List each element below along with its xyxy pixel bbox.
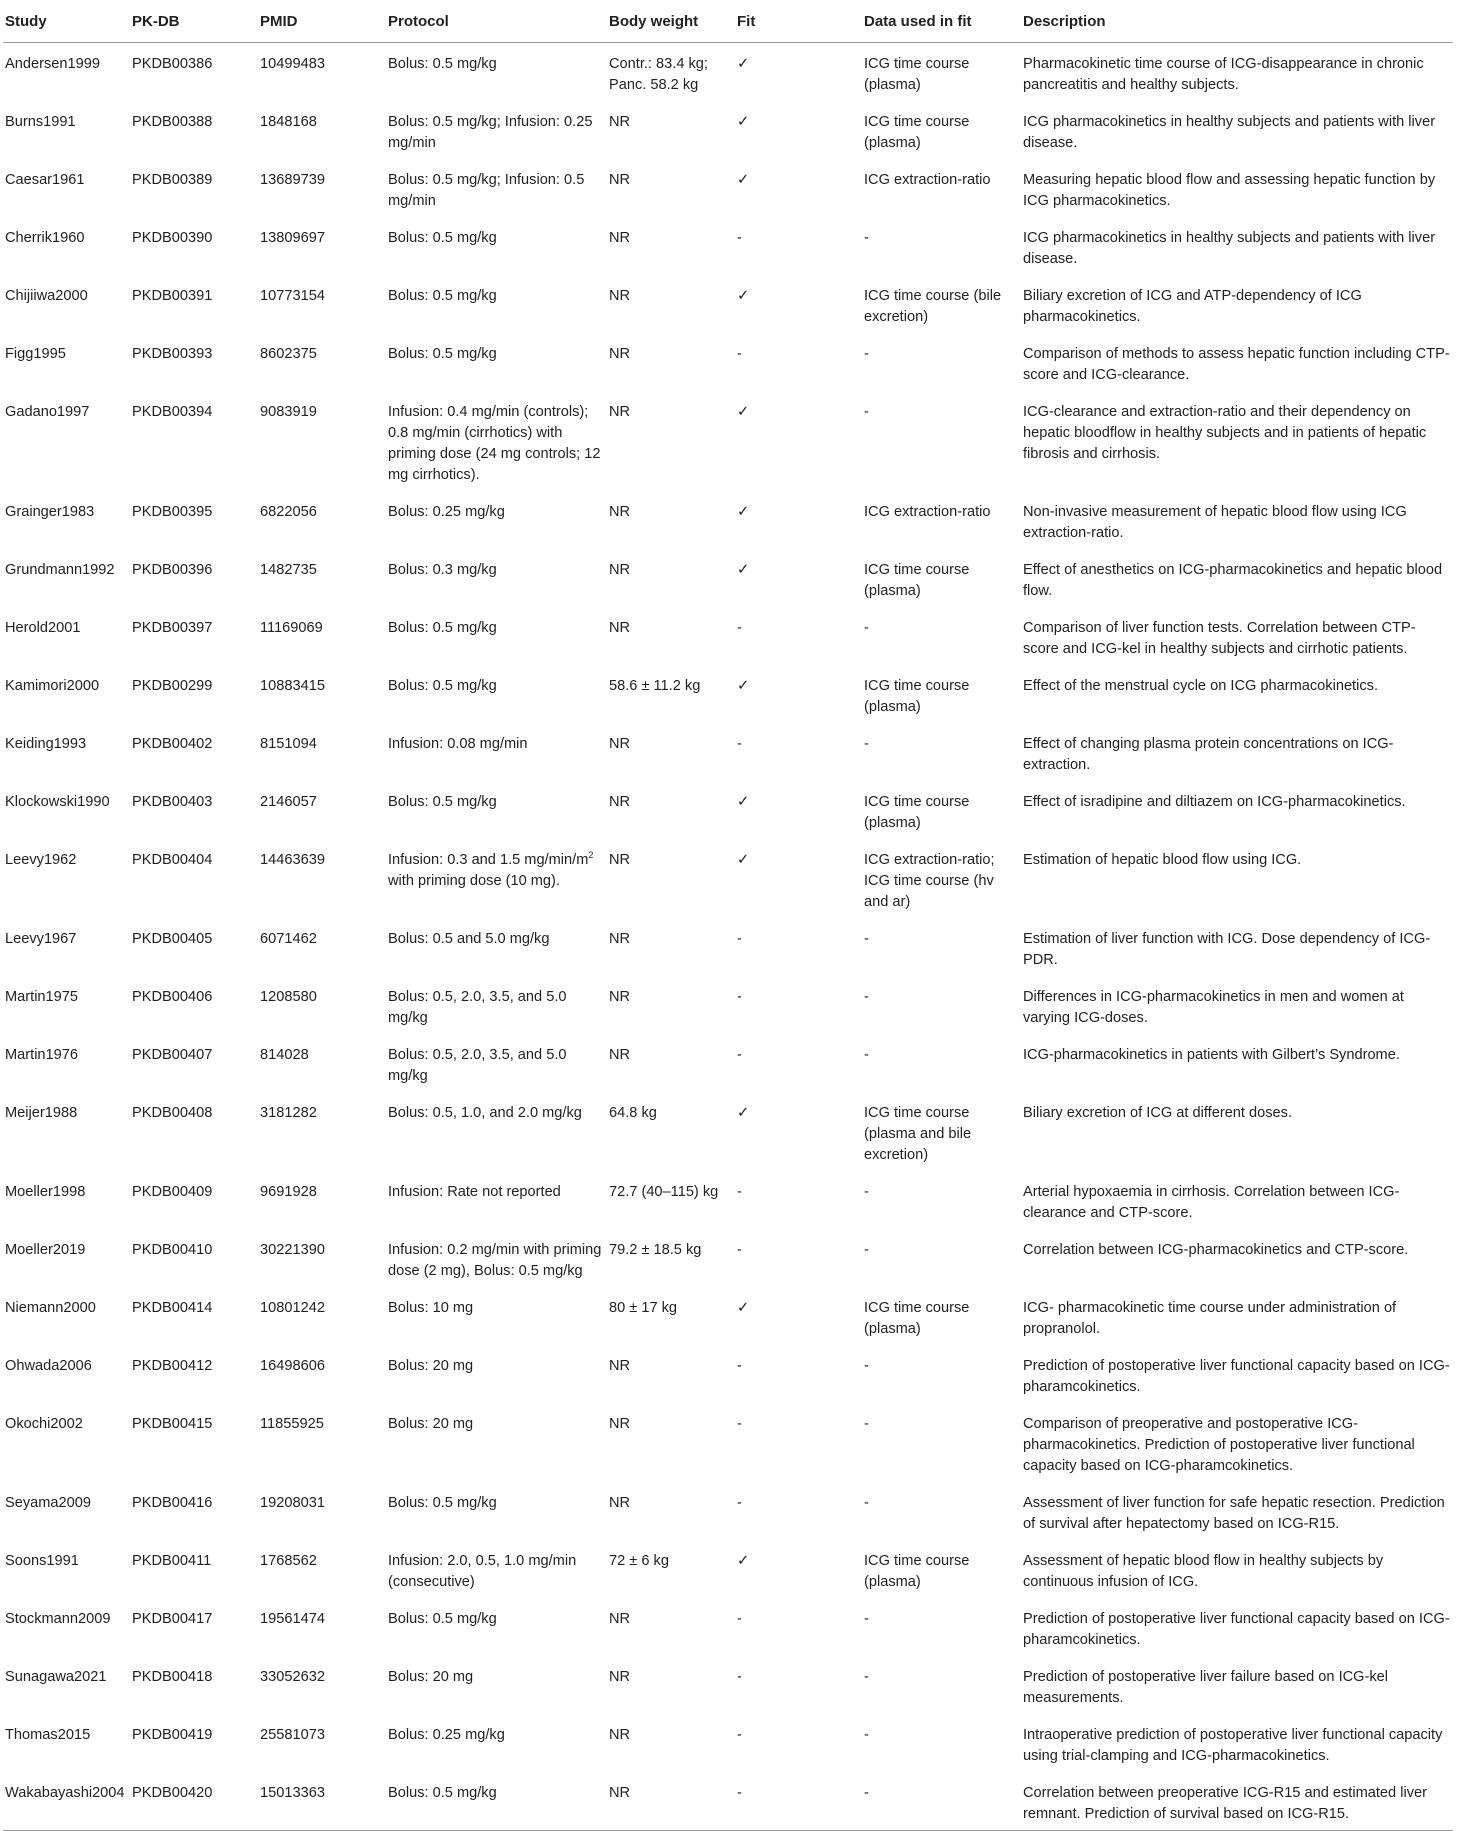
- pkdb-id-cell: PKDB00419: [132, 1727, 213, 1743]
- description-cell: Effect of isradipine and diltiazem on ICG-pharmacokinetics.: [1023, 794, 1406, 810]
- body-weight-cell: NR: [609, 1358, 631, 1374]
- fit-cell: -: [737, 1669, 742, 1685]
- table-row: [3, 918, 1453, 976]
- fit-cell: ✓: [737, 1553, 750, 1569]
- study-cell: Grainger1983: [5, 504, 95, 520]
- body-weight-cell: NR: [607, 1772, 735, 1831]
- fit-cell: -: [737, 1242, 742, 1258]
- data-used-cell: -: [864, 1416, 869, 1432]
- pmid-cell: 1208580: [260, 989, 317, 1005]
- pmid-cell: 814028: [260, 1047, 309, 1063]
- fit-cell: -: [735, 1772, 862, 1831]
- pmid-cell: 30221390: [260, 1242, 325, 1258]
- data-used-cell: -: [864, 230, 869, 246]
- body-weight-cell: NR: [609, 562, 631, 578]
- body-weight-cell: NR: [609, 288, 631, 304]
- description-cell: Differences in ICG-pharmacokinetics in men and women at varying ICG-doses.: [1023, 989, 1404, 1026]
- pmid-cell: 6822056: [260, 504, 317, 520]
- fit-cell: -: [737, 989, 742, 1005]
- description-cell: Intraoperative prediction of postoperative liver functional capacity using trial-clamping and ICG-pharmacokinetics.: [1023, 1727, 1443, 1764]
- description-cell: ICG-pharmacokinetics in patients with Gilbert’s Syndrome.: [1023, 1047, 1400, 1063]
- study-cell: Keiding1993: [5, 736, 87, 752]
- pkdb-id-cell: PKDB00420: [130, 1772, 258, 1831]
- body-weight-cell: NR: [609, 1416, 631, 1432]
- pkdb-id-cell: PKDB00404: [132, 852, 213, 868]
- table-row: [3, 1229, 1453, 1287]
- table-row: [3, 217, 1453, 275]
- pmid-cell: 9691928: [260, 1184, 317, 1200]
- table-row: [3, 1403, 1453, 1482]
- data-used-cell: ICG time course (plasma): [864, 114, 970, 151]
- pkdb-id-cell: PKDB00412: [132, 1358, 213, 1374]
- pmid-cell: 10499483: [260, 56, 325, 72]
- study-cell: Moeller1998: [5, 1184, 86, 1200]
- table-row: [3, 607, 1453, 665]
- description-cell: Assessment of liver function for safe hepatic resection. Prediction of survival after hepatectomy based on ICG-R15.: [1023, 1495, 1445, 1532]
- protocol-cell: Bolus: 0.5, 2.0, 3.5, and 5.0 mg/kg: [388, 989, 567, 1026]
- protocol-cell: Bolus: 0.5 mg/kg; Infusion: 0.5 mg/min: [388, 172, 585, 209]
- description-cell: Prediction of postoperative liver functional capacity based on ICG-pharamcokinetics.: [1023, 1358, 1450, 1395]
- body-weight-cell: NR: [609, 1611, 631, 1627]
- study-cell: Niemann2000: [5, 1300, 96, 1316]
- table-row: [3, 1772, 1453, 1831]
- body-weight-cell: NR: [609, 852, 631, 868]
- pkdb-id-cell: PKDB00416: [132, 1495, 213, 1511]
- pmid-cell: 6071462: [260, 931, 317, 947]
- fit-cell: ✓: [737, 172, 750, 188]
- table-row: [3, 1714, 1453, 1772]
- table-row: [3, 1598, 1453, 1656]
- description-cell: Estimation of liver function with ICG. Dose dependency of ICG-PDR.: [1023, 931, 1431, 968]
- column-header: Study: [3, 0, 130, 43]
- body-weight-cell: 58.6 ± 11.2 kg: [609, 678, 701, 694]
- fit-cell: -: [737, 736, 742, 752]
- protocol-cell: Bolus: 0.3 mg/kg: [388, 562, 497, 578]
- fit-cell: ✓: [737, 56, 750, 72]
- table-row: [3, 333, 1453, 391]
- body-weight-cell: NR: [609, 736, 631, 752]
- fit-cell: -: [737, 931, 742, 947]
- pmid-cell: 19561474: [260, 1611, 325, 1627]
- pmid-cell: 9083919: [260, 404, 317, 420]
- fit-cell: -: [737, 1611, 742, 1627]
- description-cell: ICG-clearance and extraction-ratio and their dependency on hepatic bloodflow in healthy subjects and in patients of hepatic fibrosis and cirrhosis.: [1023, 404, 1427, 462]
- fit-cell: ✓: [737, 288, 750, 304]
- table-row: [3, 723, 1453, 781]
- data-used-cell: ICG time course (plasma): [864, 1553, 970, 1590]
- body-weight-cell: NR: [609, 1727, 631, 1743]
- pkdb-id-cell: PKDB00408: [132, 1105, 213, 1121]
- fit-cell: ✓: [737, 794, 750, 810]
- data-used-cell: -: [864, 346, 869, 362]
- body-weight-cell: 72.7 (40–115) kg: [609, 1184, 719, 1200]
- protocol-cell: Bolus: 0.5 mg/kg: [388, 678, 497, 694]
- column-header: Data used in fit: [862, 0, 1021, 43]
- pkdb-id-cell: PKDB00405: [132, 931, 213, 947]
- data-used-cell: ICG extraction-ratio; ICG time course (hv and ar): [864, 852, 995, 910]
- pmid-cell: 11855925: [260, 1416, 324, 1432]
- pmid-cell: 10801242: [260, 1300, 325, 1316]
- study-cell: Soons1991: [5, 1553, 79, 1569]
- fit-cell: ✓: [737, 114, 750, 130]
- study-cell: Stockmann2009: [5, 1611, 111, 1627]
- data-used-cell: -: [862, 1772, 1021, 1831]
- table-row: [3, 781, 1453, 839]
- pkdb-id-cell: PKDB00402: [132, 736, 213, 752]
- data-used-cell: -: [864, 931, 869, 947]
- protocol-cell: Infusion: 2.0, 0.5, 1.0 mg/min (consecutive): [388, 1553, 577, 1590]
- protocol-cell: Bolus: 0.25 mg/kg: [388, 1727, 505, 1743]
- fit-cell: ✓: [737, 1300, 750, 1316]
- pmid-cell: 2146057: [260, 794, 317, 810]
- table-row: [3, 1034, 1453, 1092]
- pkdb-id-cell: PKDB00411: [132, 1553, 212, 1569]
- fit-cell: -: [737, 620, 742, 636]
- protocol-cell: Bolus: 0.5 mg/kg: [388, 1611, 497, 1627]
- description-cell: Biliary excretion of ICG at different doses.: [1023, 1105, 1293, 1121]
- study-cell: Figg1995: [5, 346, 66, 362]
- pmid-cell: 1768562: [260, 1553, 317, 1569]
- body-weight-cell: NR: [609, 1669, 631, 1685]
- table-row: [3, 275, 1453, 333]
- body-weight-cell: NR: [609, 114, 631, 130]
- data-used-cell: ICG time course (bile excretion): [864, 288, 1002, 325]
- pmid-cell: 11169069: [260, 620, 323, 636]
- description-cell: Arterial hypoxaemia in cirrhosis. Correlation between ICG-clearance and CTP-score.: [1023, 1184, 1400, 1221]
- body-weight-cell: Contr.: 83.4 kg; Panc. 58.2 kg: [609, 56, 708, 93]
- body-weight-cell: NR: [609, 931, 631, 947]
- fit-cell: ✓: [737, 852, 750, 868]
- table-row: [3, 101, 1453, 159]
- protocol-cell: Bolus: 0.5, 1.0, and 2.0 mg/kg: [388, 1105, 582, 1121]
- description-cell: Effect of the menstrual cycle on ICG pharmacokinetics.: [1023, 678, 1379, 694]
- protocol-cell: Bolus: 0.5 mg/kg: [388, 1495, 497, 1511]
- pmid-cell: 1482735: [260, 562, 317, 578]
- pmid-cell: 13689739: [260, 172, 325, 188]
- pmid-cell: 33052632: [260, 1669, 325, 1685]
- protocol-superscript: 2: [588, 850, 594, 861]
- body-weight-cell: NR: [609, 1047, 631, 1063]
- pkdb-id-cell: PKDB00410: [132, 1242, 213, 1258]
- header-row: [3, 0, 1453, 43]
- study-cell: Sunagawa2021: [5, 1669, 107, 1685]
- protocol-cell: Bolus: 0.5 mg/kg: [388, 620, 497, 636]
- data-used-cell: -: [864, 1047, 869, 1063]
- study-cell: Ohwada2006: [5, 1358, 92, 1374]
- protocol-cell: Infusion: 0.4 mg/min (controls); 0.8 mg/min (cirrhotics) with priming dose (24 mg controls; 12 mg cirrhotics).: [388, 404, 601, 483]
- body-weight-cell: 64.8 kg: [609, 1105, 657, 1121]
- fit-cell: ✓: [737, 504, 750, 520]
- column-header: Protocol: [386, 0, 607, 43]
- data-used-cell: -: [864, 1242, 869, 1258]
- body-weight-cell: 79.2 ± 18.5 kg: [609, 1242, 702, 1258]
- body-weight-cell: NR: [609, 172, 631, 188]
- data-used-cell: ICG time course (plasma and bile excretion): [864, 1105, 972, 1163]
- body-weight-cell: NR: [609, 794, 631, 810]
- body-weight-cell: NR: [609, 504, 631, 520]
- table-row: [3, 665, 1453, 723]
- description-cell: ICG pharmacokinetics in healthy subjects and patients with liver disease.: [1023, 230, 1436, 267]
- pkdb-id-cell: PKDB00389: [132, 172, 213, 188]
- column-header: PK-DB: [130, 0, 258, 43]
- study-cell: Caesar1961: [5, 172, 85, 188]
- pkdb-id-cell: PKDB00414: [132, 1300, 213, 1316]
- description-cell: Pharmacokinetic time course of ICG-disappearance in chronic pancreatitis and healthy subjects.: [1023, 56, 1424, 93]
- data-used-cell: -: [864, 1727, 869, 1743]
- study-cell: Seyama2009: [5, 1495, 92, 1511]
- table-row: [3, 549, 1453, 607]
- study-cell: Thomas2015: [5, 1727, 91, 1743]
- study-cell: Gadano1997: [5, 404, 90, 420]
- fit-cell: -: [737, 1358, 742, 1374]
- pkdb-id-cell: PKDB00407: [132, 1047, 213, 1063]
- study-cell: Martin1976: [5, 1047, 79, 1063]
- table-body: [3, 43, 1453, 1831]
- pkdb-id-cell: PKDB00409: [132, 1184, 213, 1200]
- pmid-cell: 10883415: [260, 678, 325, 694]
- study-cell: Andersen1999: [5, 56, 100, 72]
- pkdb-id-cell: PKDB00391: [132, 288, 213, 304]
- study-cell: Burns1991: [5, 114, 76, 130]
- pkdb-id-cell: PKDB00417: [132, 1611, 213, 1627]
- study-cell: Wakabayashi2004: [3, 1772, 130, 1831]
- table-row: [3, 159, 1453, 217]
- study-cell: Martin1975: [5, 989, 79, 1005]
- data-used-cell: -: [864, 620, 869, 636]
- protocol-cell: Bolus: 0.5 mg/kg: [388, 288, 497, 304]
- description-cell: Assessment of hepatic blood flow in healthy subjects by continuous infusion of ICG.: [1023, 1553, 1384, 1590]
- table-row: [3, 391, 1453, 491]
- study-cell: Leevy1962: [5, 852, 77, 868]
- protocol-cell: Bolus: 0.5 mg/kg: [388, 230, 497, 246]
- description-cell: Prediction of postoperative liver functional capacity based on ICG-pharamcokinetics.: [1023, 1611, 1450, 1648]
- column-header: Body weight: [607, 0, 735, 43]
- study-cell: Meijer1988: [5, 1105, 78, 1121]
- description-cell: Comparison of methods to assess hepatic function including CTP-score and ICG-clearance.: [1023, 346, 1450, 383]
- pkdb-id-cell: PKDB00393: [132, 346, 213, 362]
- data-used-cell: -: [864, 404, 869, 420]
- table-row: [3, 976, 1453, 1034]
- fit-cell: ✓: [737, 1105, 750, 1121]
- fit-cell: -: [737, 1184, 742, 1200]
- protocol-cell: Bolus: 0.5 and 5.0 mg/kg: [388, 931, 550, 947]
- fit-cell: ✓: [737, 562, 750, 578]
- protocol-cell: Bolus: 0.5, 2.0, 3.5, and 5.0 mg/kg: [388, 1047, 567, 1084]
- protocol-text-tail: with priming dose (10 mg).: [388, 873, 560, 889]
- study-cell: Okochi2002: [5, 1416, 83, 1432]
- table-row: [3, 839, 1453, 918]
- body-weight-cell: 80 ± 17 kg: [609, 1300, 678, 1316]
- study-cell: Kamimori2000: [5, 678, 100, 694]
- protocol-cell: Bolus: 0.5 mg/kg: [386, 1772, 607, 1831]
- description-cell: Prediction of postoperative liver failure based on ICG-kel measurements.: [1023, 1669, 1389, 1706]
- protocol-cell: Bolus: 10 mg: [388, 1300, 474, 1316]
- protocol-cell: [386, 839, 607, 918]
- study-cell: Cherrik1960: [5, 230, 85, 246]
- data-used-cell: -: [864, 989, 869, 1005]
- fit-cell: -: [737, 346, 742, 362]
- protocol-cell: Bolus: 0.5 mg/kg; Infusion: 0.25 mg/min: [388, 114, 593, 151]
- data-used-cell: -: [864, 736, 869, 752]
- pkdb-id-cell: PKDB00388: [132, 114, 213, 130]
- pkdb-id-cell: PKDB00386: [132, 56, 213, 72]
- pmid-cell: 10773154: [260, 288, 325, 304]
- data-used-cell: -: [864, 1358, 869, 1374]
- data-used-cell: -: [864, 1669, 869, 1685]
- fit-cell: ✓: [737, 678, 750, 694]
- study-cell: Klockowski1990: [5, 794, 110, 810]
- column-header: PMID: [258, 0, 386, 43]
- pmid-cell: 3181282: [260, 1105, 317, 1121]
- pkdb-id-cell: PKDB00395: [132, 504, 213, 520]
- table-row: [3, 1092, 1453, 1171]
- data-used-cell: ICG time course (plasma): [864, 794, 970, 831]
- description-cell: ICG pharmacokinetics in healthy subjects and patients with liver disease.: [1023, 114, 1436, 151]
- protocol-cell: Bolus: 0.5 mg/kg: [388, 794, 497, 810]
- body-weight-cell: NR: [609, 230, 631, 246]
- study-cell: Moeller2019: [5, 1242, 86, 1258]
- fit-cell: -: [737, 1416, 742, 1432]
- protocol-cell: Infusion: 0.2 mg/min with priming dose (2 mg), Bolus: 0.5 mg/kg: [388, 1242, 602, 1279]
- study-cell: Leevy1967: [5, 931, 77, 947]
- protocol-cell: Bolus: 20 mg: [388, 1416, 474, 1432]
- studies-table: [3, 0, 1453, 1831]
- table-row: [3, 1482, 1453, 1540]
- column-header: Description: [1021, 0, 1453, 43]
- data-used-cell: -: [864, 1495, 869, 1511]
- pmid-cell: 13809697: [260, 230, 325, 246]
- pmid-cell: 1848168: [260, 114, 317, 130]
- body-weight-cell: NR: [609, 1495, 631, 1511]
- description-cell: Non-invasive measurement of hepatic blood flow using ICG extraction-ratio.: [1023, 504, 1407, 541]
- protocol-cell: Bolus: 20 mg: [388, 1669, 474, 1685]
- column-header: Fit: [735, 0, 862, 43]
- protocol-cell: Bolus: 0.25 mg/kg: [388, 504, 505, 520]
- pkdb-id-cell: PKDB00403: [132, 794, 213, 810]
- table-row: [3, 491, 1453, 549]
- table-row: [3, 1540, 1453, 1598]
- table-row: [3, 43, 1453, 102]
- data-used-cell: ICG time course (plasma): [864, 56, 970, 93]
- pmid-cell: 8151094: [260, 736, 317, 752]
- description-cell: Effect of anesthetics on ICG-pharmacokinetics and hepatic blood flow.: [1023, 562, 1443, 599]
- pkdb-id-cell: PKDB00415: [132, 1416, 213, 1432]
- data-used-cell: ICG extraction-ratio: [864, 172, 991, 188]
- description-cell: Comparison of liver function tests. Correlation between CTP-score and ICG-kel in healthy subjects and cirrhotic patients.: [1023, 620, 1416, 657]
- description-cell: Correlation between ICG-pharmacokinetics and CTP-score.: [1023, 1242, 1409, 1258]
- body-weight-cell: NR: [609, 620, 631, 636]
- fit-cell: -: [737, 1047, 742, 1063]
- fit-cell: -: [737, 1727, 742, 1743]
- protocol-cell: Bolus: 0.5 mg/kg: [388, 56, 497, 72]
- pkdb-id-cell: PKDB00406: [132, 989, 213, 1005]
- body-weight-cell: NR: [609, 346, 631, 362]
- description-cell: Effect of changing plasma protein concentrations on ICG-extraction.: [1023, 736, 1394, 773]
- description-cell: Biliary excretion of ICG and ATP-dependency of ICG pharmacokinetics.: [1023, 288, 1362, 325]
- table-row: [3, 1287, 1453, 1345]
- protocol-text: Infusion: 0.3 and 1.5 mg/min/m: [388, 852, 589, 868]
- data-used-cell: ICG time course (plasma): [864, 562, 970, 599]
- description-cell: Comparison of preoperative and postoperative ICG-pharmacokinetics. Prediction of postoperative liver functional capacity based on ICG-pharamcokinetics.: [1023, 1416, 1415, 1474]
- fit-cell: -: [737, 1495, 742, 1511]
- protocol-cell: Infusion: Rate not reported: [388, 1184, 561, 1200]
- description-cell: Measuring hepatic blood flow and assessing hepatic function by ICG pharmacokinetics.: [1023, 172, 1436, 209]
- protocol-cell: Infusion: 0.08 mg/min: [388, 736, 528, 752]
- pmid-cell: 14463639: [260, 852, 325, 868]
- pmid-cell: 8602375: [260, 346, 317, 362]
- body-weight-cell: NR: [609, 404, 631, 420]
- pkdb-id-cell: PKDB00397: [132, 620, 213, 636]
- table-row: [3, 1171, 1453, 1229]
- protocol-cell: Bolus: 20 mg: [388, 1358, 474, 1374]
- study-cell: Herold2001: [5, 620, 81, 636]
- pmid-cell: 16498606: [260, 1358, 325, 1374]
- description-cell: Estimation of hepatic blood flow using ICG.: [1023, 852, 1302, 868]
- protocol-cell: Bolus: 0.5 mg/kg: [388, 346, 497, 362]
- pmid-cell: 19208031: [260, 1495, 325, 1511]
- study-cell: Grundmann1992: [5, 562, 115, 578]
- fit-cell: -: [737, 230, 742, 246]
- pkdb-id-cell: PKDB00394: [132, 404, 213, 420]
- pkdb-id-cell: PKDB00299: [132, 678, 213, 694]
- body-weight-cell: NR: [609, 989, 631, 1005]
- table-row: [3, 1345, 1453, 1403]
- body-weight-cell: 72 ± 6 kg: [609, 1553, 669, 1569]
- data-used-cell: ICG time course (plasma): [864, 1300, 970, 1337]
- pmid-cell: 15013363: [258, 1772, 386, 1831]
- fit-cell: ✓: [737, 404, 750, 420]
- data-used-cell: ICG time course (plasma): [864, 678, 970, 715]
- pkdb-id-cell: PKDB00396: [132, 562, 213, 578]
- description-cell: Correlation between preoperative ICG-R15 and estimated liver remnant. Prediction of survival based on ICG-R15.: [1021, 1772, 1453, 1831]
- pkdb-id-cell: PKDB00390: [132, 230, 213, 246]
- data-used-cell: -: [864, 1184, 869, 1200]
- data-used-cell: ICG extraction-ratio: [864, 504, 991, 520]
- description-cell: ICG- pharmacokinetic time course under administration of propranolol.: [1023, 1300, 1397, 1337]
- pmid-cell: 25581073: [260, 1727, 325, 1743]
- pkdb-id-cell: PKDB00418: [132, 1669, 213, 1685]
- data-used-cell: -: [864, 1611, 869, 1627]
- study-cell: Chijiiwa2000: [5, 288, 88, 304]
- table-row: [3, 1656, 1453, 1714]
